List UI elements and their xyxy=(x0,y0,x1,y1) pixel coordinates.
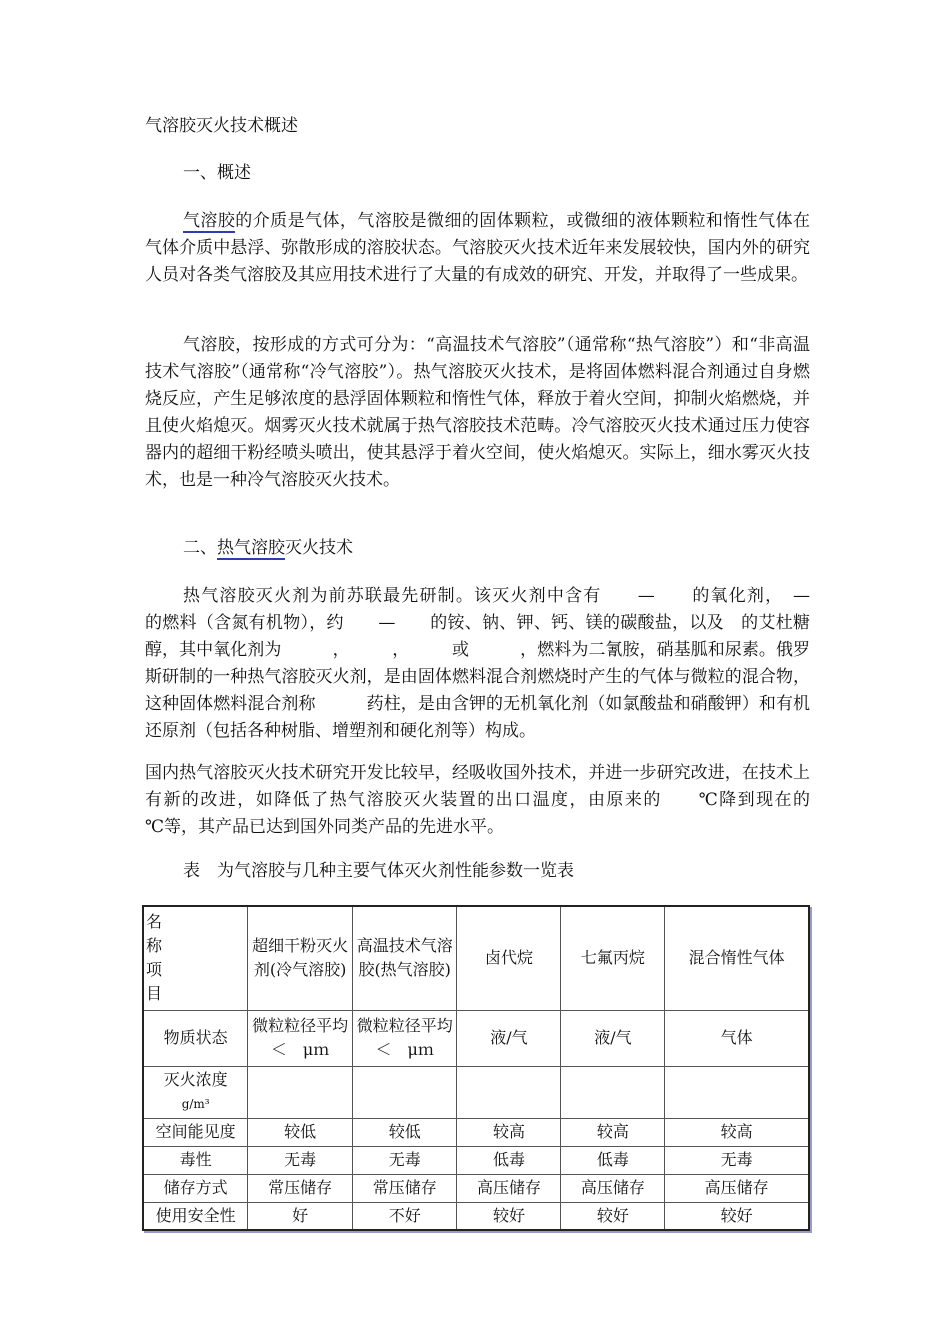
column-header: 卤代烷 xyxy=(457,906,561,1010)
paragraph-overview-text: 的介质是气体，气溶胶是微细的固体颗粒，或微细的液体颗粒和惰性气体在气体介质中悬浮、弥散形成的溶胶状态。气溶胶灭火技术近年来发展较快，国内外的研究人员对各类气溶胶及其应用技术进行了大量的有成效的研究、开发，并取得了一些成果。 xyxy=(145,211,811,285)
row-unit: g/m³ xyxy=(181,1097,210,1111)
column-header: 高温技术气溶胶(热气溶胶) xyxy=(352,906,457,1010)
table-cell xyxy=(352,1066,457,1118)
hot-aerosol-link[interactable]: 热气溶胶 xyxy=(217,538,285,558)
table-cell: 微粒粒径平均＜ μｍ xyxy=(248,1010,353,1066)
table-cell: 常压储存 xyxy=(248,1174,353,1202)
table-cell: 较高 xyxy=(457,1118,561,1146)
table-cell xyxy=(561,1066,665,1118)
parameter-table xyxy=(142,905,810,1231)
table-cell: 液/气 xyxy=(561,1010,665,1066)
table-cell: 液/气 xyxy=(457,1010,561,1066)
table-cell: 高压储存 xyxy=(561,1174,665,1202)
table-cell: 较低 xyxy=(352,1118,457,1146)
paragraph-hot-aerosol: 热气溶胶灭火剂为前苏联最先研制。该灭火剂中含有 — 的氧化剂， — 的燃料（含氮有机物），约 — 的铵、钠、钾、钙、镁的碳酸盐，以及 的艾杜糖醇，其中氧化剂为 ， ， 或 ，燃料为二氰胺，硝基胍和尿素。俄罗斯研制的一种热气溶胶灭火剂，是由固体燃料混合剂燃烧时产生的气体与微粒的混合物，这种固体燃料混合剂称 药柱，是由含钾的无机氧化剂（如氯酸盐和硝酸钾）和有机还原剂（包括各种树脂、增塑剂和硬化剂等）构成。 xyxy=(145,586,844,741)
table-cell xyxy=(457,1066,561,1118)
table-row xyxy=(143,1202,809,1230)
section-2-heading xyxy=(183,535,353,561)
column-header: 七氟丙烷 xyxy=(561,906,665,1010)
table-row xyxy=(143,1118,809,1146)
table-row xyxy=(143,1146,809,1174)
section-2-prefix: 二、 xyxy=(183,538,217,558)
table-cell xyxy=(665,1066,809,1118)
paragraph-domestic: 国内热气溶胶灭火技术研究开发比较早，经吸收国外技术，并进一步研究改进，在技术上有新的改进，如降低了热气溶胶灭火装置的出口温度，由原来的 ℃降到现在的 ℃等，其产品已达到国外同类产品的先进水平。 xyxy=(145,763,844,837)
row-label: 物质状态 xyxy=(143,1010,248,1066)
table-cell: 低毒 xyxy=(561,1146,665,1174)
table-cell: 较低 xyxy=(248,1118,353,1146)
table-cell: 较好 xyxy=(457,1202,561,1230)
table-cell: 较高 xyxy=(561,1118,665,1146)
table-cell xyxy=(248,1066,353,1118)
table-cell: 较好 xyxy=(561,1202,665,1230)
table-cell: 低毒 xyxy=(457,1146,561,1174)
section-1-heading: 一、概述 xyxy=(183,163,251,183)
section-2-suffix: 灭火技术 xyxy=(285,538,353,558)
table-cell: 较高 xyxy=(665,1118,809,1146)
table-cell: 不好 xyxy=(352,1202,457,1230)
row-label: 灭火浓度 xyxy=(163,1070,228,1089)
table-cell: 较好 xyxy=(665,1202,809,1230)
table-row xyxy=(143,1010,809,1066)
column-header: 超细干粉灭火剂(冷气溶胶) xyxy=(248,906,353,1010)
table-cell: 无毒 xyxy=(352,1146,457,1174)
table-cell: 高压储存 xyxy=(457,1174,561,1202)
table-cell: 高压储存 xyxy=(665,1174,809,1202)
table-caption: 表 为气溶胶与几种主要气体灭火剂性能参数一览表 xyxy=(183,861,574,881)
row-label: 毒性 xyxy=(143,1146,248,1174)
table-row xyxy=(143,1174,809,1202)
row-label-cell xyxy=(143,1066,248,1118)
table-cell: 微粒粒径平均＜ μｍ xyxy=(352,1010,457,1066)
table-cell: 好 xyxy=(248,1202,353,1230)
paragraph-overview xyxy=(145,208,810,289)
corner-header-cell xyxy=(143,906,248,1010)
table-cell: 无毒 xyxy=(665,1146,809,1174)
row-label: 储存方式 xyxy=(143,1174,248,1202)
aerosol-link[interactable]: 气溶胶 xyxy=(183,211,236,231)
row-label: 空间能见度 xyxy=(143,1118,248,1146)
column-header: 混合惰性气体 xyxy=(665,906,809,1010)
corner-header-label: 名称项目 xyxy=(146,912,163,1004)
table-row xyxy=(143,1066,809,1118)
row-label: 使用安全性 xyxy=(143,1202,248,1230)
table-cell: 无毒 xyxy=(248,1146,353,1174)
document-title: 气溶胶灭火技术概述 xyxy=(145,116,298,136)
table-cell: 常压储存 xyxy=(352,1174,457,1202)
table-header-row xyxy=(143,906,809,1010)
paragraph-classification: 气溶胶，按形成的方式可分为：“高温技术气溶胶”（通常称“热气溶胶”）和“非高温技术气溶胶”（通常称“冷气溶胶”）。热气溶胶灭火技术，是将固体燃料混合剂通过自身燃烧反应，产生足够浓度的悬浮固体颗粒和惰性气体，释放于着火空间，抑制火焰燃烧，并且使火焰熄灭。烟雾灭火技术就属于热气溶胶技术范畴。冷气溶胶灭火技术通过压力使容器内的超细干粉经喷头喷出，使其悬浮于着火空间，使火焰熄灭。实际上，细水雾灭火技术，也是一种冷气溶胶灭火技术。 xyxy=(145,335,810,490)
table-cell: 气体 xyxy=(665,1010,809,1066)
